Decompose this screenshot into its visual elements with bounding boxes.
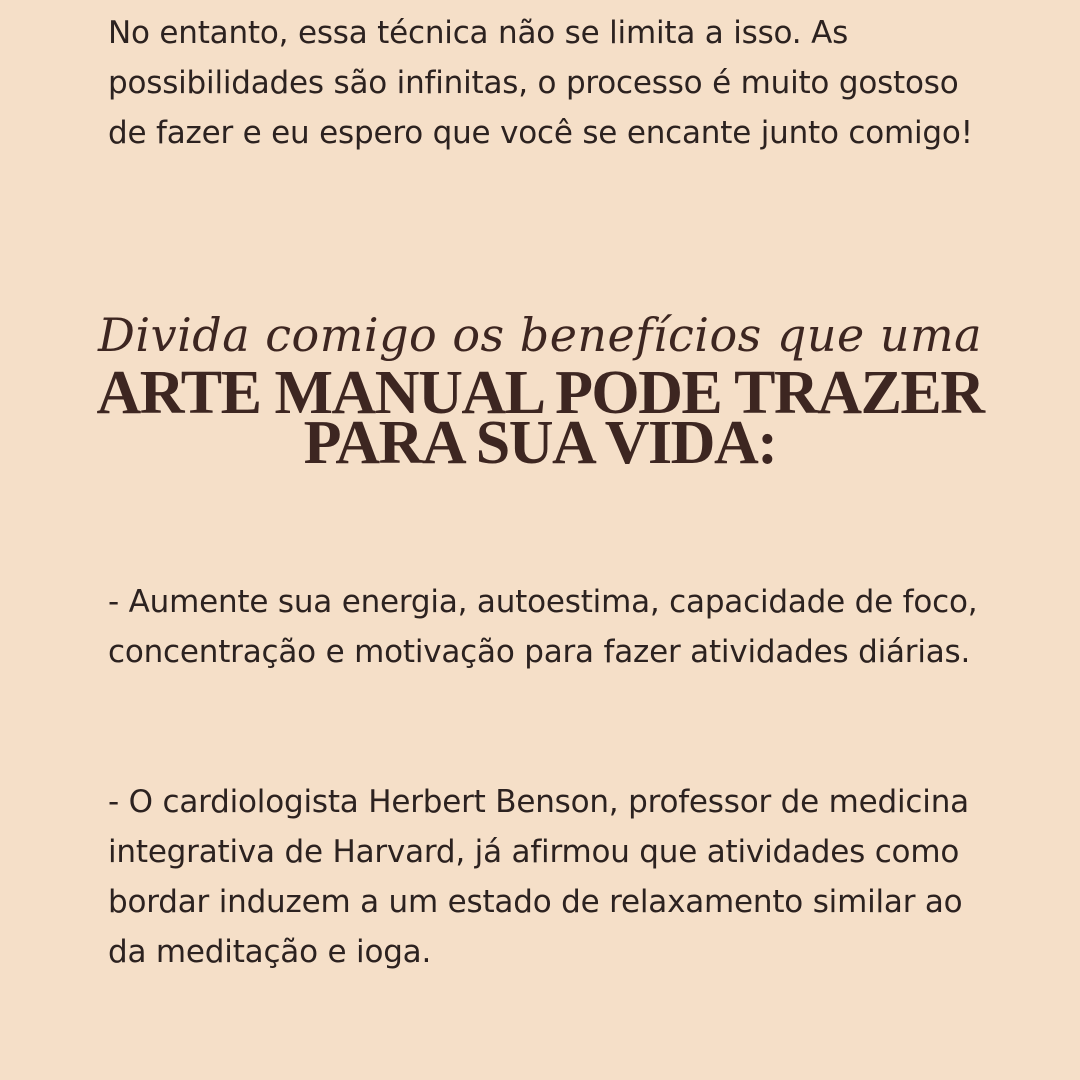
section-heading xyxy=(60,300,1020,477)
intro-paragraph: No entanto, essa técnica não se limita a isso. As possibilidades são infinitas, o processo é muito gostoso de fazer e eu espero que você se encante junto comigo! xyxy=(108,15,973,151)
benefit-paragraph-relaxation: - O cardiologista Herbert Benson, professor de medicina integrativa de Harvard, já afirmou que atividades como bordar induzem a um estado de relaxamento similar ao da meditação e ioga. xyxy=(108,784,969,970)
heading-script-line: Divida comigo os benefícios que uma xyxy=(98,308,982,362)
benefit-paragraph-energy: - Aumente sua energia, autoestima, capacidade de foco, concentração e motivação para fazer atividades diárias. xyxy=(108,584,978,670)
heading-caps-line-1: ARTE MANUAL PODE TRAZER xyxy=(96,359,984,427)
heading-caps-line-2: PARA SUA VIDA: xyxy=(303,409,777,477)
